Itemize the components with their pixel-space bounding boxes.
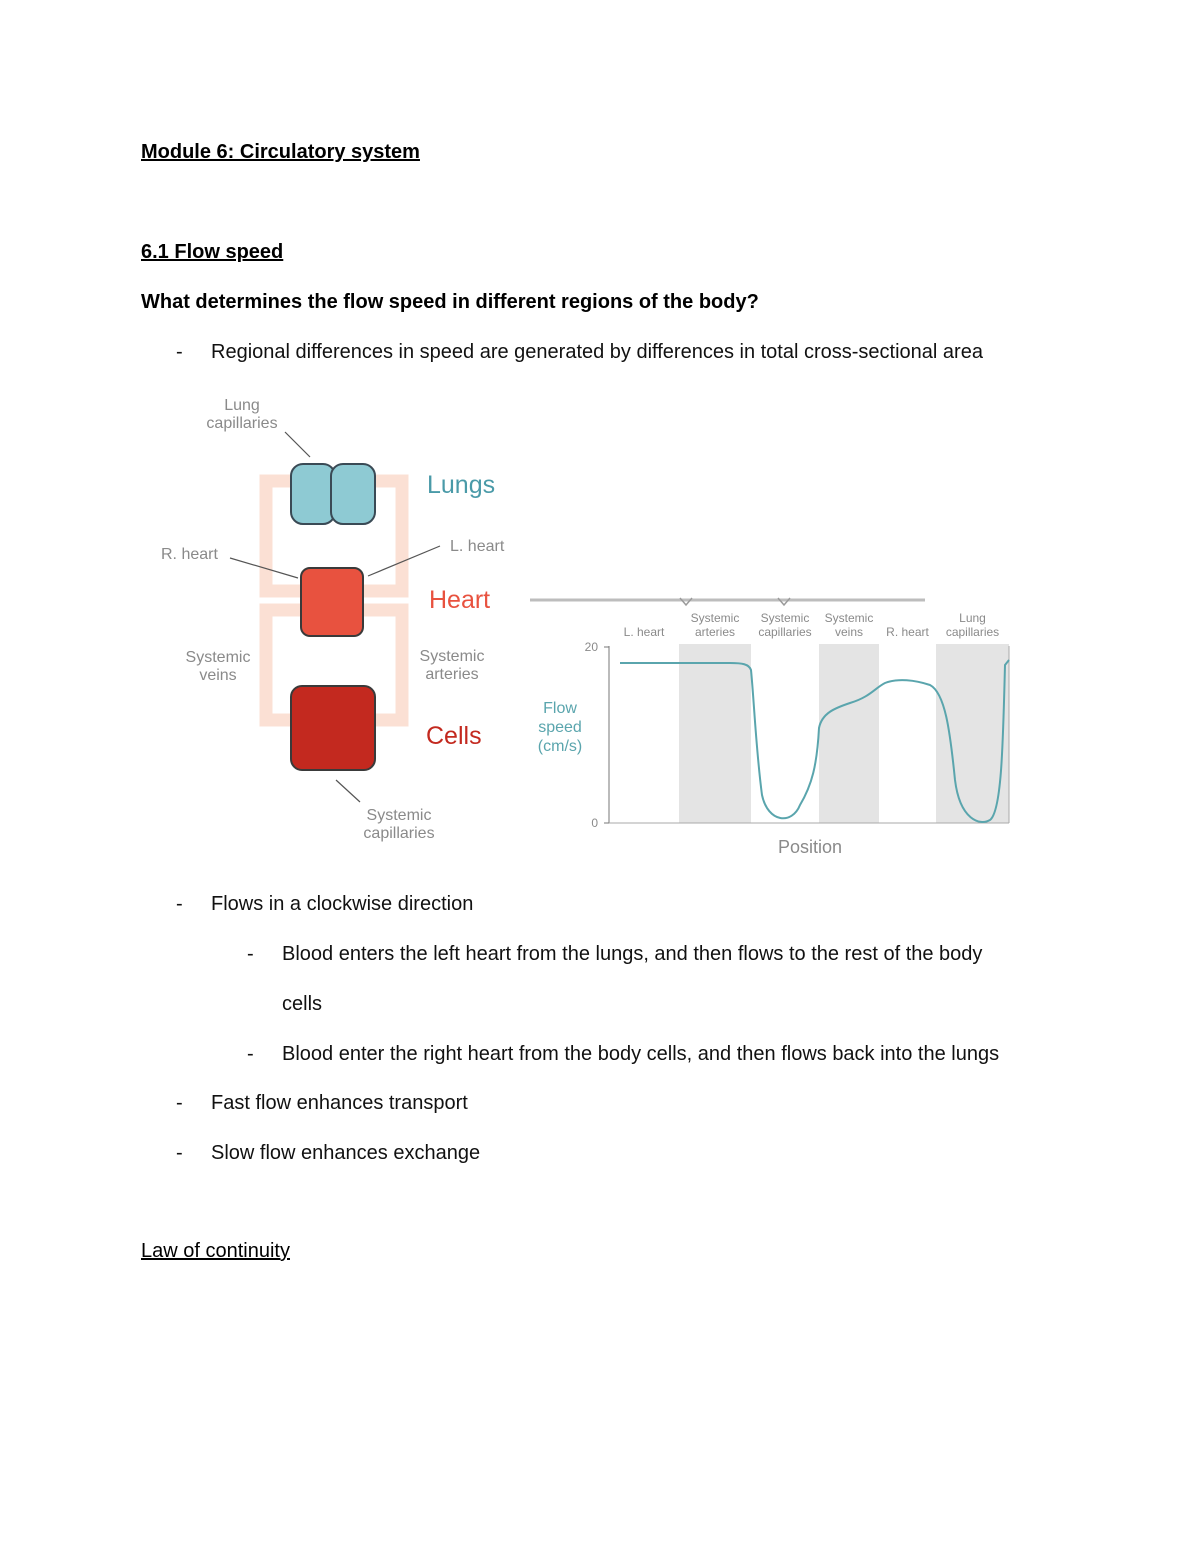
label-l-heart: L. heart bbox=[450, 538, 505, 555]
label-systemic-arteries-1: Systemic bbox=[419, 648, 485, 665]
bullet-item bbox=[0, 943, 1200, 969]
bullet-item bbox=[0, 1142, 1200, 1168]
bullet-text: Fast flow enhances transport bbox=[211, 1092, 468, 1114]
lung-capillary-block-right bbox=[331, 464, 375, 524]
y-axis-label-line1: Flow bbox=[543, 700, 577, 717]
region-label: veins bbox=[834, 625, 864, 639]
question-heading: What determines the flow speed in different regions of the body? bbox=[141, 291, 759, 313]
region-label: Systemic bbox=[760, 611, 810, 625]
y-tick-label-20: 20 bbox=[584, 640, 598, 654]
bullet-text: Slow flow enhances exchange bbox=[211, 1142, 481, 1164]
bullet-dash: - bbox=[176, 1092, 183, 1114]
label-systemic-capillaries-2: capillaries bbox=[363, 825, 435, 842]
y-axis-label-line2: speed bbox=[538, 719, 582, 736]
label-heart: Heart bbox=[429, 586, 491, 614]
bullet-item bbox=[0, 1043, 1200, 1069]
bullet-dash: - bbox=[176, 893, 183, 915]
bullet-dash: - bbox=[247, 943, 254, 965]
bullet-text: Blood enters the left heart from the lungs, and then flows to the rest of the body bbox=[282, 943, 983, 965]
lung-capillary-block-left bbox=[291, 464, 335, 524]
label-lung-capillaries-2: capillaries bbox=[206, 415, 278, 432]
bullet-item bbox=[0, 1092, 1200, 1118]
bullet-item bbox=[0, 893, 1200, 919]
region-label: Systemic bbox=[690, 611, 740, 625]
bullet-item bbox=[0, 341, 1200, 367]
region-label: capillaries bbox=[758, 625, 812, 639]
bullet-text: Regional differences in speed are generated by differences in total cross-sectional area bbox=[211, 341, 983, 363]
region-label: capillaries bbox=[945, 625, 1000, 639]
y-axis-label-line3: (cm/s) bbox=[537, 738, 583, 755]
heart-block bbox=[301, 568, 363, 636]
label-systemic-veins-2: veins bbox=[199, 667, 237, 684]
shaded-region bbox=[679, 644, 751, 823]
bullet-text: Blood enter the right heart from the body cells, and then flows back into the lungs bbox=[282, 1043, 1000, 1065]
bullet-item bbox=[0, 993, 1200, 1019]
region-label: Systemic bbox=[824, 611, 874, 625]
region-label: L. heart bbox=[623, 625, 665, 639]
bullet-dash: - bbox=[247, 1043, 254, 1065]
x-axis-label: Position bbox=[777, 837, 843, 857]
region-label: arteries bbox=[694, 625, 736, 639]
label-lungs: Lungs bbox=[427, 471, 496, 499]
label-lung-capillaries-1: Lung bbox=[224, 397, 260, 414]
bullet-text: Flows in a clockwise direction bbox=[211, 893, 474, 915]
bullet-text: cells bbox=[282, 993, 323, 1015]
label-r-heart: R. heart bbox=[161, 546, 218, 563]
y-tick-label-0: 0 bbox=[591, 816, 598, 830]
flow-speed-chart bbox=[530, 590, 1020, 860]
region-label: Lung bbox=[959, 611, 986, 625]
label-systemic-arteries-2: arteries bbox=[425, 666, 479, 683]
label-systemic-capillaries-1: Systemic bbox=[366, 807, 432, 824]
label-cells: Cells bbox=[426, 722, 482, 750]
circulation-diagram bbox=[150, 390, 530, 850]
module-title: Module 6: Circulatory system bbox=[141, 141, 420, 163]
bullet-dash: - bbox=[176, 1142, 183, 1164]
section-title: 6.1 Flow speed bbox=[141, 241, 284, 263]
bullet-dash: - bbox=[176, 341, 183, 363]
law-of-continuity-heading: Law of continuity bbox=[141, 1240, 290, 1262]
region-label: R. heart bbox=[886, 625, 929, 639]
shaded-region bbox=[819, 644, 879, 823]
label-systemic-veins-1: Systemic bbox=[185, 649, 251, 666]
cells-block bbox=[291, 686, 375, 770]
